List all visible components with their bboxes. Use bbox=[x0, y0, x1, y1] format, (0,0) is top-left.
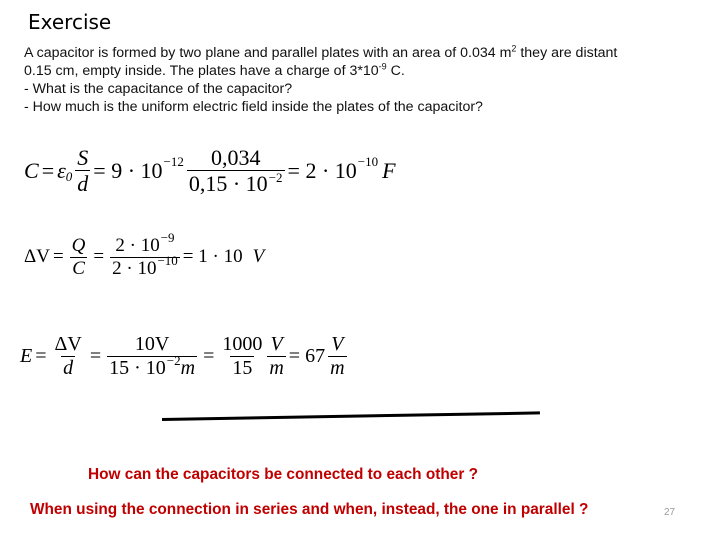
problem-line-2-text: 0.15 cm, empty inside. The plates have a charge of 3*10 bbox=[24, 63, 379, 79]
eq2-fraction-q-c bbox=[70, 236, 88, 279]
electric-field-equation bbox=[20, 334, 350, 379]
eq3-fraction-simplified bbox=[220, 334, 264, 379]
eq2-fraction-values bbox=[110, 230, 180, 279]
eq2-lhs: ΔV bbox=[24, 246, 50, 268]
eq1-lhs: C bbox=[24, 157, 39, 183]
eq3-unit-volt: V bbox=[270, 333, 283, 355]
eq1-distance-base: 0,15 · 10 bbox=[188, 171, 268, 197]
eq3-fraction-values bbox=[107, 334, 197, 379]
eq2-charge-symbol: Q bbox=[71, 235, 86, 256]
question-connection: How can the capacitors be connected to each other ? bbox=[88, 466, 478, 483]
problem-line-2 bbox=[24, 62, 704, 80]
eq2-charge-exponent: −9 bbox=[160, 230, 175, 245]
eq3-distance-symbol: d bbox=[63, 357, 74, 379]
eq3-result-unit-meter: m bbox=[330, 357, 345, 379]
problem-line-2-tail: C. bbox=[386, 63, 405, 79]
eq3-lhs: E bbox=[20, 345, 33, 367]
question-series-parallel: When using the connection in series and when, instead, the one in parallel ? bbox=[30, 501, 589, 518]
eq2-equals: = bbox=[52, 246, 64, 268]
question-capacitance: - What is the capacitance of the capacitor? bbox=[24, 81, 293, 97]
page-number: 27 bbox=[664, 507, 676, 518]
eq1-equals: = bbox=[41, 157, 55, 183]
eq1-epsilon-exponent: −12 bbox=[163, 153, 184, 169]
capacitance-equation bbox=[24, 146, 396, 195]
eq3-distance-base: 15 · 10 bbox=[109, 357, 166, 379]
area-unit-exponent: 2 bbox=[511, 43, 517, 54]
eq3-equals-2: = bbox=[89, 345, 102, 367]
eq2-charge-base: 2 · 10 bbox=[115, 235, 160, 256]
eq1-epsilon-sub: 0 bbox=[65, 168, 73, 184]
eq3-fraction-dv-d bbox=[53, 334, 84, 379]
eq2-capacitance-base: 2 · 10 bbox=[112, 257, 157, 279]
eq1-result: = 2 · 10 bbox=[287, 157, 357, 183]
eq1-unit: F bbox=[382, 157, 396, 183]
slide-title: Exercise bbox=[28, 10, 112, 34]
problem-line-1 bbox=[24, 44, 704, 62]
eq1-fraction-values bbox=[187, 146, 285, 195]
eq3-denominator-15: 15 bbox=[232, 357, 253, 379]
eq2-capacitance-exponent: −10 bbox=[157, 252, 178, 268]
eq1-distance-symbol: d bbox=[77, 171, 89, 197]
eq1-fraction-s-d bbox=[75, 146, 90, 195]
eq3-distance-exponent: −2 bbox=[166, 353, 181, 368]
eq3-equals-3: = bbox=[203, 345, 215, 367]
voltage-equation bbox=[24, 230, 265, 279]
eq1-distance-value bbox=[187, 170, 285, 195]
eq3-distance-value bbox=[107, 353, 197, 379]
problem-statement bbox=[24, 44, 704, 116]
eq1-distance-exponent: −2 bbox=[268, 170, 283, 186]
charge-exponent: -9 bbox=[378, 61, 387, 72]
eq3-result: = 67 bbox=[288, 345, 326, 367]
eq1-epsilon: ε bbox=[57, 157, 66, 183]
eq2-equals-2: = bbox=[93, 246, 105, 268]
problem-line-1-tail: they are distant bbox=[516, 45, 618, 61]
eq3-distance-unit: m bbox=[180, 357, 196, 379]
eq3-fraction-unit bbox=[267, 334, 285, 379]
eq2-unit: V bbox=[252, 246, 265, 268]
eq3-voltage-value: 10V bbox=[134, 333, 170, 355]
eq3-result-unit bbox=[328, 334, 346, 379]
eq3-numerator-1000: 1000 bbox=[222, 333, 263, 355]
section-divider bbox=[162, 411, 540, 421]
eq1-area-symbol: S bbox=[77, 145, 89, 170]
eq3-result-unit-volt: V bbox=[331, 333, 344, 355]
eq3-equals: = bbox=[35, 345, 47, 367]
eq1-epsilon-value: = 9 · 10 bbox=[93, 157, 163, 183]
eq2-capacitance-value bbox=[110, 252, 180, 279]
eq1-result-exponent: −10 bbox=[357, 153, 379, 169]
question-electric-field: - How much is the uniform electric field inside the plates of the capacitor? bbox=[24, 99, 483, 115]
problem-line-1-text: A capacitor is formed by two plane and parallel plates with an area of 0.034 m bbox=[24, 45, 512, 61]
eq2-capacitance-symbol: C bbox=[72, 257, 85, 279]
eq3-unit-meter: m bbox=[269, 357, 284, 379]
eq2-result: = 1 · 10 bbox=[182, 246, 243, 268]
eq1-area-value: 0,034 bbox=[210, 145, 261, 170]
eq3-voltage-symbol: ΔV bbox=[54, 333, 82, 355]
